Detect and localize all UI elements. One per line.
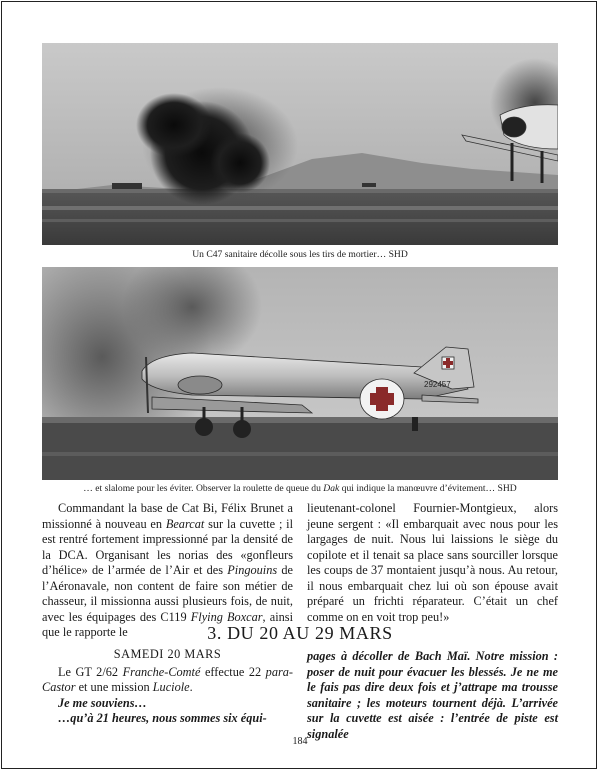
photo-c47-slalom-image	[42, 267, 558, 480]
text-run: et une mission	[75, 680, 153, 695]
text-run: , ainsi que le rapporte le	[42, 609, 294, 639]
paragraph: …qu’à 21 heures, nous sommes six équi-	[58, 711, 267, 726]
photo-caption-1: Un C47 sanitaire décolle sous les tirs de mortier… SHD	[192, 249, 408, 260]
date-heading: SAMEDI 20 MARS	[113, 647, 222, 661]
text-run: effectue 22	[200, 664, 266, 679]
photo-c47-takeoff-image	[42, 43, 558, 245]
photo-c47-slalom	[42, 267, 558, 480]
text-run: Commandant la base de Cat Bi, Félix Brunet a missionné à nouveau en	[42, 501, 293, 531]
italic-run: Franche-Comté	[122, 664, 201, 679]
paragraph: lieutenant-colonel Fournier-Montgieux, alors jeune sergent : «Il embarquait avec nous pour les largages de nuit. Nous lui laissions le siège du copilote et il tenait sa place sans sourciller lorsque les coups de 37 montaient jusqu’à nous. Au retour, il nous embarquait chez lui où son épouse avait préparé un frichti réparateur. C’était un chef comme on en voit trop peu!»	[307, 501, 558, 624]
paragraph: Je me souviens…	[58, 695, 147, 710]
sub-right-column	[307, 649, 558, 743]
caption-text: … et slalome pour les éviter. Observer la roulette de queue du	[83, 483, 324, 494]
italic-run: Flying Boxcar	[190, 609, 263, 624]
paragraph	[42, 665, 293, 696]
section-title: 3. DU 20 AU 29 MARS	[207, 623, 393, 643]
italic-run: para-Castor	[42, 664, 293, 695]
caption-text: qui indique la manœuvre d’évitement… SHD	[339, 483, 517, 494]
italic-run: Pingouins	[227, 563, 278, 577]
text-run: de l’Aéronavale, non content de faire son métier de chasseur, il missionna aussi plusieurs fois, de nuit, avec les équipages des C119	[42, 563, 293, 624]
page-number: 184	[292, 736, 308, 747]
paragraph: pages à décoller de Bach Maï. Notre mission : poser de nuit pour évacuer les blessés. Je ne me le fais pas dire deux fois et j’attrape ma trousse sanitaire ; les moteurs tournent déjà. L’arrivée sur la cuvette est aisée : l’entrée de piste est signalée	[307, 649, 558, 741]
text-run: .	[189, 680, 193, 695]
paragraph	[42, 501, 293, 641]
photo-caption-2	[42, 483, 558, 494]
text-run: sur la cuvette ; il est rentré fortement impressionné par la densité de la DCA. Organisant les norias des «gonfleurs d’hélice» de l’armée de l’Air et des	[42, 516, 293, 577]
italic-run: Bearcat	[165, 516, 205, 531]
caption-italic: Dak	[323, 483, 340, 494]
right-column	[307, 501, 558, 625]
sub-left-column	[42, 647, 293, 727]
tail-number: 292457	[424, 380, 451, 389]
italic-run: Luciole	[152, 680, 190, 695]
text-run: Le GT 2/62	[58, 664, 123, 679]
left-column	[42, 501, 293, 641]
photo-c47-takeoff	[42, 43, 558, 245]
